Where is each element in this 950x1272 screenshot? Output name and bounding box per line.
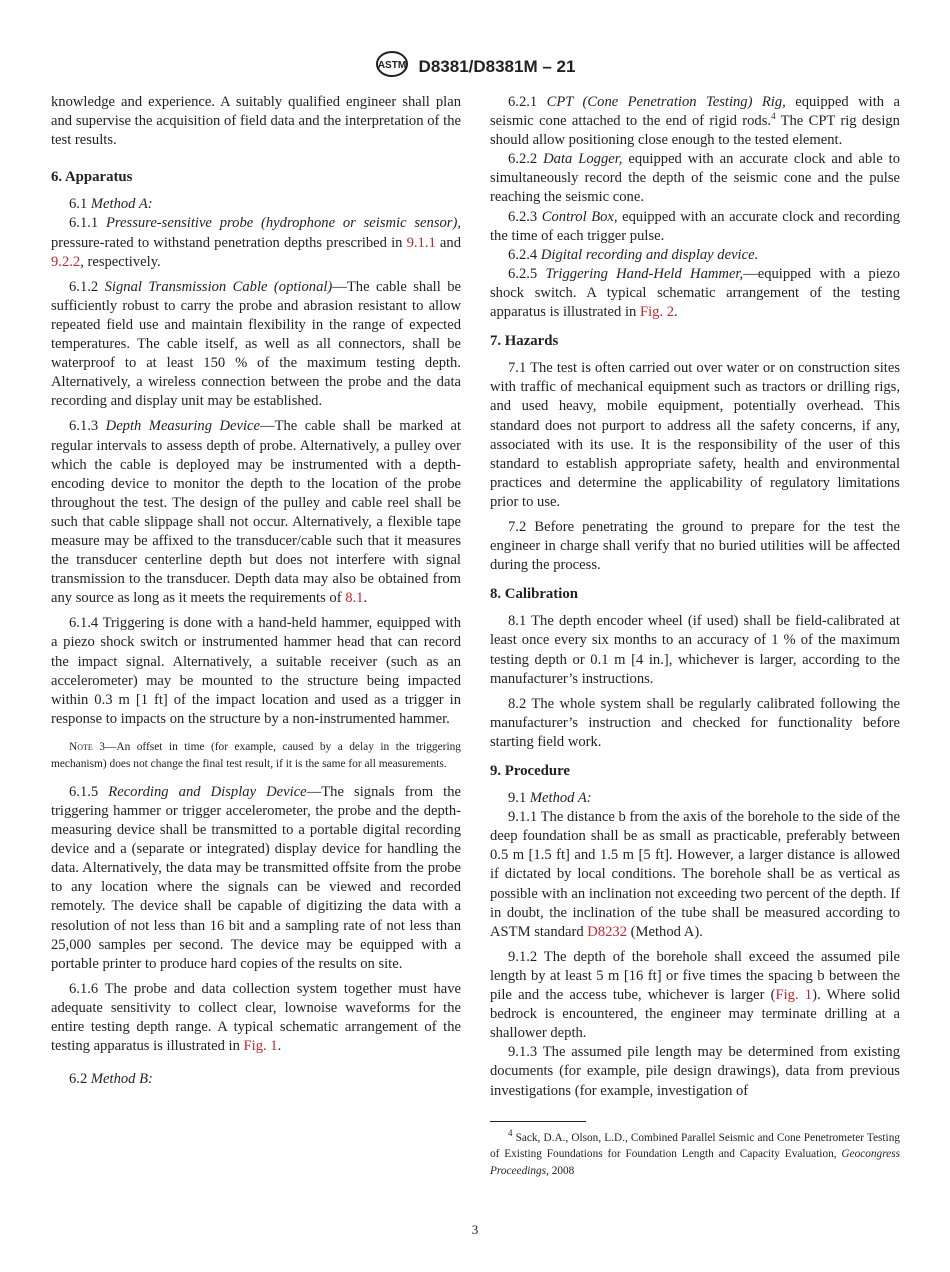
para-6-1-3: 6.1.3 Depth Measuring Device—The cable shall be marked at regular intervals to assess depth of probe. Alternatively, a pulley over which the cable is deployed may be instrumented with a depth-encoding device to monitor the depth to the location of the probe throughout the test. The design of the pulley and cable reel shall be such that cable slippage shall not occur. Alternatively, a flexible tape measure may be affixed to the transducer/cable such that it measures the transducer centerline depth but does not interfere with signal transmission to the transducer. Depth data may also be obtained from any source as long as it meets the requirements of 8.1. — [51, 418, 462, 607]
para-6-2-1: 6.2.1 CPT (Cone Penetration Testing) Rig, equipped with a seismic cone attached to the end of rigid rods.$^4$ The CPT rig design should allow positioning close enough to the tested element. — [490, 94, 900, 149]
para-8-2: 8.2 The whole system shall be regularly calibrated following the manufacturer’s instruction and checked for functionality before starting field work. — [490, 695, 900, 750]
para-6-2: 6.2 Method B: — [69, 1071, 153, 1088]
link-9-2-2[interactable]: 9.2.2 — [51, 253, 81, 270]
astm-logo-icon — [375, 50, 409, 83]
left-column — [51, 93, 461, 1089]
para-9-1-2: 9.1.2 The depth of the borehole shall exceed the assumed pile length by at least 5 m [16 ft] or five times the spacing b between the pile and the access tube, whichever is larger (Fig. 1). Where solid bedrock is encountered, the engineer may terminate drilling at a shallower depth. — [490, 948, 901, 1042]
para-6-2-2: 6.2.2 Data Logger, equipped with an accurate clock and able to simultaneously record the depth of the seismic cone and the pulse reaching the seismic cone. — [490, 151, 900, 206]
page-header — [0, 50, 950, 83]
link-fig-1[interactable]: Fig. 1 — [243, 1038, 278, 1055]
section-9-title: 9. Procedure — [490, 763, 570, 779]
document-designation: D8381/D8381M – 21 — [418, 56, 576, 76]
section-8-title: 8. Calibration — [490, 586, 578, 603]
footnote-ref-4[interactable]: 4 — [771, 111, 776, 122]
para-6-2-4: 6.2.4 Digital recording and display device. — [508, 246, 759, 263]
section-6-title: 6. Apparatus — [51, 169, 133, 186]
svg-text:ASTM: ASTM — [377, 60, 406, 71]
para-6-1-2: 6.1.2 Signal Transmission Cable (optional)—The cable shall be sufficiently robust to carry the probe and abrasion resistant to allow repeated field use and maintain flexibility in the range of expected temperatures. The cable itself, as well as all connectors, shall be waterproof to at least 150 % of the maximum testing depth. Alternatively, a wireless connection between the probe and the data recording and display unit may be established. — [51, 278, 461, 410]
footnote-divider — [490, 1121, 586, 1122]
right-column — [490, 93, 900, 1179]
para-6-1-5: 6.1.5 Recording and Display Device—The signals from the triggering hammer or trigger accelerometer, the probe and the depth-measuring device shall be transmitted to a portable digital recording device and a (separate or integrated) display device for handling the data. Alternatively, the data may be transmitted offsite from the probe to any location where the signals can be viewed and recorded remotely. The device shall be capable of digitizing the data with a resolution of not less than 16 bit and a sampling rate of not less than 25,000 samples per second. The device may be equipped with a portable printer to produce hard copies of the results on site. — [51, 783, 461, 972]
link-8-1[interactable]: 8.1 — [345, 590, 364, 607]
para-6-1-1: 6.1.1 Pressure-sensitive probe (hydrophone or seismic sensor), pressure-rated to withstand penetration depths prescribed in 9.1.1 and 9.2.2, respectively. — [51, 215, 461, 270]
footnote-4: $^4$ Sack, D.A., Olson, L.D., Combined Parallel Seismic and Cone Penetrometer Testing of Existing Foundations for Foundation Length and Capacity Evaluation, Geocongress Proceedings, 2008 — [490, 1127, 900, 1177]
para-9-1-3: 9.1.3 The assumed pile length may be determined from existing documents (for example, pile design drawings), data from previous investigations (for example, investigation of — [490, 1044, 900, 1099]
para-7-2: 7.2 Before penetrating the ground to prepare for the test the engineer in charge shall verify that no buried utilities will be affected during the process. — [490, 518, 900, 574]
para-6-1-4: 6.1.4 Triggering is done with a hand-held hammer, equipped with a piezo shock switch or instrumented hammer head that can record the impact signal. Alternatively, a suitable receiver (such as an accelerometer) may be mounted to the structure being impacted within 0.3 m [1 ft] of the impact location and used as a trigger in response to impacts on the structure by a non-instrumented hammer. — [51, 615, 461, 727]
para-6-2-3: 6.2.3 Control Box, equipped with an accurate clock and recording the time of each trigger pulse. — [490, 208, 900, 244]
para-7-1: 7.1 The test is often carried out over water or on construction sites with traffic of mechanical equipment such as tractors or drilling rigs, and used heavy, mobile equipment, potentially overhead. This standard does not purport to address all the safety concerns, if any, associated with its use. It is the responsibility of the user of this standard to establish appropriate safety, health and environmental practices and determine the applicability of regulatory limitations prior to use. — [490, 360, 900, 510]
para-9-1-1: 9.1.1 The distance b from the axis of the borehole to the side of the deep foundation shall be as small as practicable, preferably between 0.5 m [1.5 ft] and 1.5 m [5 ft]. However, a larger distance is allowed if dictated by local conditions. The borehole shall be as vertical as possible with an inclination not exceeding two percent of the depth. If in doubt, the inclination of the tube shall be measured according to ASTM standard D8232 (Method A). — [490, 809, 900, 940]
para-6-1: 6.1 Method A: — [69, 196, 153, 213]
page-number: 3 — [471, 1222, 479, 1237]
para-6-2-5: 6.2.5 Triggering Hand-Held Hammer,—equipped with a piezo shock switch. A typical schematic arrangement of the testing apparatus is illustrated in Fig. 2. — [490, 265, 900, 321]
paragraph-continuation: knowledge and experience. A suitably qualified engineer shall plan and supervise the acquisition of field data and the interpretation of the test results. — [51, 94, 461, 149]
link-fig-2[interactable]: Fig. 2 — [639, 304, 675, 321]
link-9-1-1[interactable]: 9.1.1 — [406, 234, 436, 251]
para-9-1: 9.1 Method A: — [508, 790, 592, 807]
para-6-1-6: 6.1.6 The probe and data collection system together must have adequate sensitivity to collect clear, lownoise waveforms for the entire testing depth range. A typical schematic arrangement of the testing apparatus is illustrated in Fig. 1. — [51, 980, 461, 1055]
note-3: Note 3—An offset in time (for example, caused by a delay in the triggering mechanism) does not change the final test result, if it is the same for all measurements. — [51, 740, 462, 770]
link-d8232[interactable]: D8232 — [587, 923, 628, 940]
section-7-title: 7. Hazards — [490, 333, 559, 350]
para-8-1: 8.1 The depth encoder wheel (if used) shall be field-calibrated at least once every six months to an accuracy of 1 % of the maximum testing depth or 0.1 m [4 in.], whichever is larger, according to the manufacturer’s instructions. — [490, 613, 900, 687]
link-fig-1-b[interactable]: Fig. 1 — [775, 987, 813, 1004]
